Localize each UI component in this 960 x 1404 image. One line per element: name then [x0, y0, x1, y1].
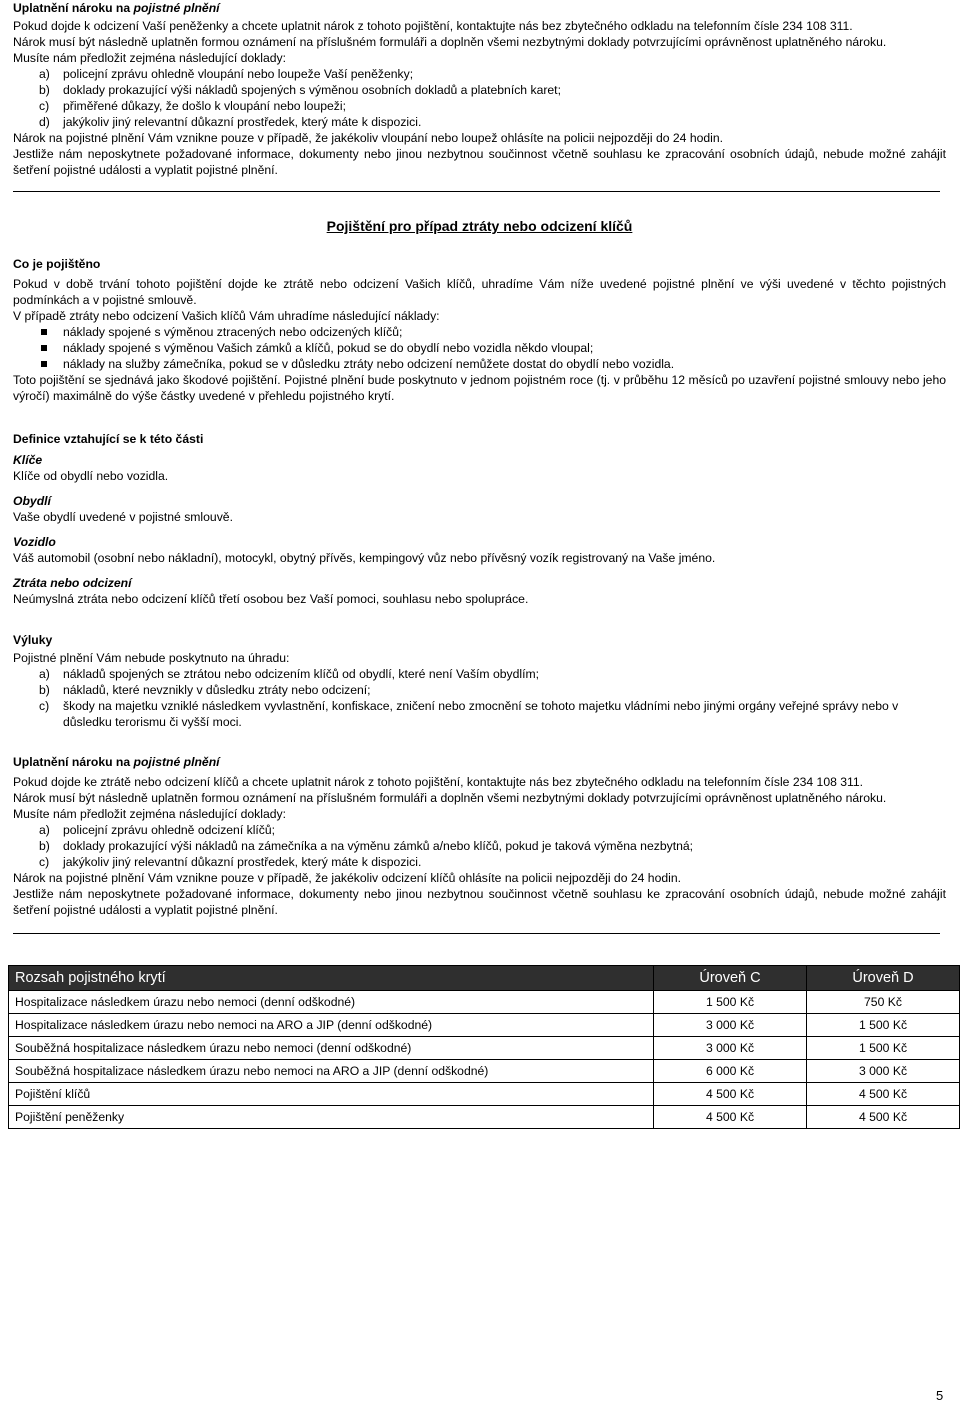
list-item-text: náklady spojené s výměnou ztracených nebo odcizených klíčů; [63, 325, 403, 339]
definition-text: Neúmyslná ztráta nebo odcizení klíčů třetí osobou bez Vaší pomoci, souhlasu nebo spolupráce. [13, 592, 529, 606]
exclusions-heading: Výluky [13, 633, 53, 647]
list-item [13, 66, 946, 82]
list-marker: c) [39, 699, 50, 713]
claim-paragraph: Nárok na pojistné plnění Vám vznikne pouze v případě, že jakékoliv vloupání nebo loupež ohlásíte na policii nejpozději do 24 hodin. [13, 131, 724, 145]
table-cell-level-c: 6 000 Kč [654, 1060, 807, 1083]
table-row [9, 1106, 960, 1129]
cover-paragraph: V případě ztráty nebo odcizení Vašich klíčů Vám uhradíme následující náklady: [13, 309, 440, 323]
list-item [13, 340, 946, 356]
claim-heading [13, 0, 946, 16]
claim-paragraph: Pokud dojde k odcizení Vaší peněženky a chcete uplatnit nárok z tohoto pojištění, kontaktujte nás bez zbytečného odkladu na telefonním čísle 234 108 311. [13, 19, 853, 33]
table-cell-label: Hospitalizace následkem úrazu nebo nemoci na ARO a JIP (denní odškodné) [9, 1014, 654, 1037]
section-divider [13, 933, 940, 934]
definition-item [13, 575, 946, 607]
list-item [13, 356, 946, 372]
list-item-text: jakýkoliv jiný relevantní důkazní prostředek, který máte k dispozici. [63, 855, 422, 869]
definition-text: Váš automobil (osobní nebo nákladní), motocykl, obytný přívěs, kempingový vůz nebo přívěsný vozík registrovaný na Vaše jméno. [13, 551, 716, 565]
table-header-cell: Úroveň D [807, 966, 960, 991]
exclusions-intro: Pojistné plnění Vám nebude poskytnuto na úhradu: [13, 651, 290, 665]
cover-heading: Co je pojištěno [13, 257, 101, 271]
table-cell-level-c: 3 000 Kč [654, 1014, 807, 1037]
list-item [13, 666, 946, 682]
table-cell-level-c: 1 500 Kč [654, 991, 807, 1014]
table-row [9, 1014, 960, 1037]
claim-heading-term: pojistné plnění [133, 1, 220, 15]
claim-paragraph: Jestliže nám neposkytnete požadované informace, dokumenty nebo jinou nezbytnou součinnost včetně souhlasu ke zpracování osobních údajů, nebude možné zahájit šetření pojistné události a vyplatit pojistné plnění. [13, 887, 946, 917]
table-cell-level-c: 4 500 Kč [654, 1106, 807, 1129]
section-divider [13, 191, 940, 192]
table-header-row [9, 966, 960, 991]
table-cell-label: Pojištění peněženky [9, 1106, 654, 1129]
claim-document-list [13, 66, 946, 130]
claim-paragraph: Nárok musí být následně uplatněn formou oznámení na příslušném formuláři a doplněn všemi nezbytnými doklady potvrzujícími oprávněnost uplatněného nároku. [13, 791, 887, 805]
exclusions-list [13, 666, 946, 730]
list-item-text: nákladů, které nevznikly v důsledku ztráty nebo odcizení; [63, 683, 371, 697]
bullet-marker [41, 345, 47, 351]
definitions-heading: Definice vztahující se k této části [13, 432, 204, 446]
claim-paragraph: Nárok na pojistné plnění Vám vznikne pouze v případě, že jakékoliv odcizení klíčů ohlásíte na policii nejpozději do 24 hodin. [13, 871, 682, 885]
table-cell-level-d: 4 500 Kč [807, 1106, 960, 1129]
page-number: 5 [936, 1388, 944, 1403]
bullet-marker [41, 361, 47, 367]
definition-item [13, 534, 946, 566]
cover-paragraph: Toto pojištění se sjednává jako škodové pojištění. Pojistné plnění bude poskytnuto v jednom pojistném roce (tj. v průběhu 12 měsíců po uzavření pojistné smlouvy nebo jeho výročí) maximálně do výše částky uvedené v přehledu pojistného krytí. [13, 373, 946, 403]
list-item [13, 698, 946, 730]
table-cell-label: Souběžná hospitalizace následkem úrazu nebo nemoci (denní odškodné) [9, 1037, 654, 1060]
table-row [9, 1083, 960, 1106]
table-cell-level-d: 1 500 Kč [807, 1037, 960, 1060]
list-marker: b) [39, 83, 50, 97]
list-item [13, 82, 946, 98]
claim-paragraph: Pokud dojde ke ztrátě nebo odcizení klíčů a chcete uplatnit nárok z tohoto pojištění, kontaktujte nás bez zbytečného odkladu na telefonním čísle 234 108 311. [13, 775, 864, 789]
table-cell-label: Souběžná hospitalizace následkem úrazu nebo nemoci na ARO a JIP (denní odškodné) [9, 1060, 654, 1083]
list-marker: c) [39, 99, 50, 113]
table-cell-level-d: 4 500 Kč [807, 1083, 960, 1106]
table-cell-level-d: 1 500 Kč [807, 1014, 960, 1037]
claim-heading-text: Uplatnění nároku na [13, 1, 134, 15]
list-item-text: škody na majetku vzniklé následkem vyvlastnění, konfiskace, zničení nebo zmocnění se tohoto majetku vládními nebo jinými orgány veřejné správy nebo v důsledku terorismu či vyšší moci. [63, 699, 899, 729]
claim-heading [13, 754, 946, 770]
list-marker: b) [39, 683, 50, 697]
claim-paragraph: Jestliže nám neposkytnete požadované informace, dokumenty nebo jinou nezbytnou součinnost včetně souhlasu ke zpracování osobních údajů, nebude možné zahájit šetření pojistné události a vyplatit pojistné plnění. [13, 147, 946, 177]
list-item-text: náklady spojené s výměnou Vašich zámků a klíčů, pokud se do obydlí nebo vozidla někdo vloupal; [63, 341, 594, 355]
list-item-text: doklady prokazující výši nákladů na zámečníka a na výměnu zámků a/nebo klíčů, pokud je taková výměna nezbytná; [63, 839, 694, 853]
bullet-marker [41, 329, 47, 335]
claim-document-list [13, 822, 946, 870]
definition-term: Obydlí [13, 494, 51, 508]
cover-paragraph: Pokud v době trvání tohoto pojištění dojde ke ztrátě nebo odcizení Vašich klíčů, uhradíme Vám níže uvedené pojistné plnění ve výši uvedené v těchto pojistných podmínkách a v pojistné smlouvě. [13, 277, 946, 307]
keys-insurance-section [13, 218, 946, 730]
claim-section-keys [13, 754, 946, 918]
table-row [9, 991, 960, 1014]
claim-heading-term: pojistné plnění [133, 755, 220, 769]
claim-paragraph: Musíte nám předložit zejména následující doklady: [13, 51, 287, 65]
definition-item [13, 493, 946, 525]
coverage-table [8, 965, 960, 1129]
definition-term: Vozidlo [13, 535, 56, 549]
definition-term: Klíče [13, 453, 43, 467]
definition-item [13, 452, 946, 484]
list-marker: a) [39, 823, 50, 837]
list-item-text: policejní zprávu ohledně vloupání nebo loupeže Vaší peněženky; [63, 67, 414, 81]
list-item-text: jakýkoliv jiný relevantní důkazní prostředek, který máte k dispozici. [63, 115, 422, 129]
list-marker: d) [39, 115, 50, 129]
table-row [9, 1060, 960, 1083]
list-item [13, 98, 946, 114]
claim-paragraph: Nárok musí být následně uplatněn formou oznámení na příslušném formuláři a doplněn všemi nezbytnými doklady potvrzujícími oprávněnost uplatněného nároku. [13, 35, 887, 49]
list-item-text: přiměřené důkazy, že došlo k vloupání nebo loupeži; [63, 99, 346, 113]
cover-bullet-list [13, 324, 946, 372]
definition-text: Vaše obydlí uvedené v pojistné smlouvě. [13, 510, 233, 524]
list-item-text: náklady na služby zámečníka, pokud se v důsledku ztráty nebo odcizení nemůžete dostat do obydlí nebo vozidla. [63, 357, 675, 371]
table-cell-level-d: 750 Kč [807, 991, 960, 1014]
list-item-text: doklady prokazující výši nákladů spojených s výměnou osobních dokladů a platebních karet; [63, 83, 561, 97]
list-item [13, 114, 946, 130]
table-cell-level-c: 4 500 Kč [654, 1083, 807, 1106]
section-title: Pojištění pro případ ztráty nebo odcizení klíčů [326, 218, 633, 234]
claim-heading-text: Uplatnění nároku na [13, 755, 134, 769]
table-cell-level-c: 3 000 Kč [654, 1037, 807, 1060]
definition-term: Ztráta nebo odcizení [13, 576, 132, 590]
definition-text: Klíče od obydlí nebo vozidla. [13, 469, 169, 483]
table-header-cell: Rozsah pojistného krytí [9, 966, 654, 991]
table-header-cell: Úroveň C [654, 966, 807, 991]
table-row [9, 1037, 960, 1060]
list-item-text: policejní zprávu ohledně odcizení klíčů; [63, 823, 276, 837]
list-item [13, 838, 946, 854]
list-item [13, 324, 946, 340]
claim-section-wallet [13, 0, 946, 178]
table-cell-label: Hospitalizace následkem úrazu nebo nemoci (denní odškodné) [9, 991, 654, 1014]
list-item [13, 854, 946, 870]
table-cell-level-d: 3 000 Kč [807, 1060, 960, 1083]
table-cell-label: Pojištění klíčů [9, 1083, 654, 1106]
list-marker: c) [39, 855, 50, 869]
list-marker: a) [39, 67, 50, 81]
claim-paragraph: Musíte nám předložit zejména následující doklady: [13, 807, 287, 821]
list-item-text: nákladů spojených se ztrátou nebo odcizením klíčů od obydlí, které není Vaším obydlím; [63, 667, 540, 681]
list-item [13, 822, 946, 838]
list-marker: b) [39, 839, 50, 853]
list-marker: a) [39, 667, 50, 681]
list-item [13, 682, 946, 698]
